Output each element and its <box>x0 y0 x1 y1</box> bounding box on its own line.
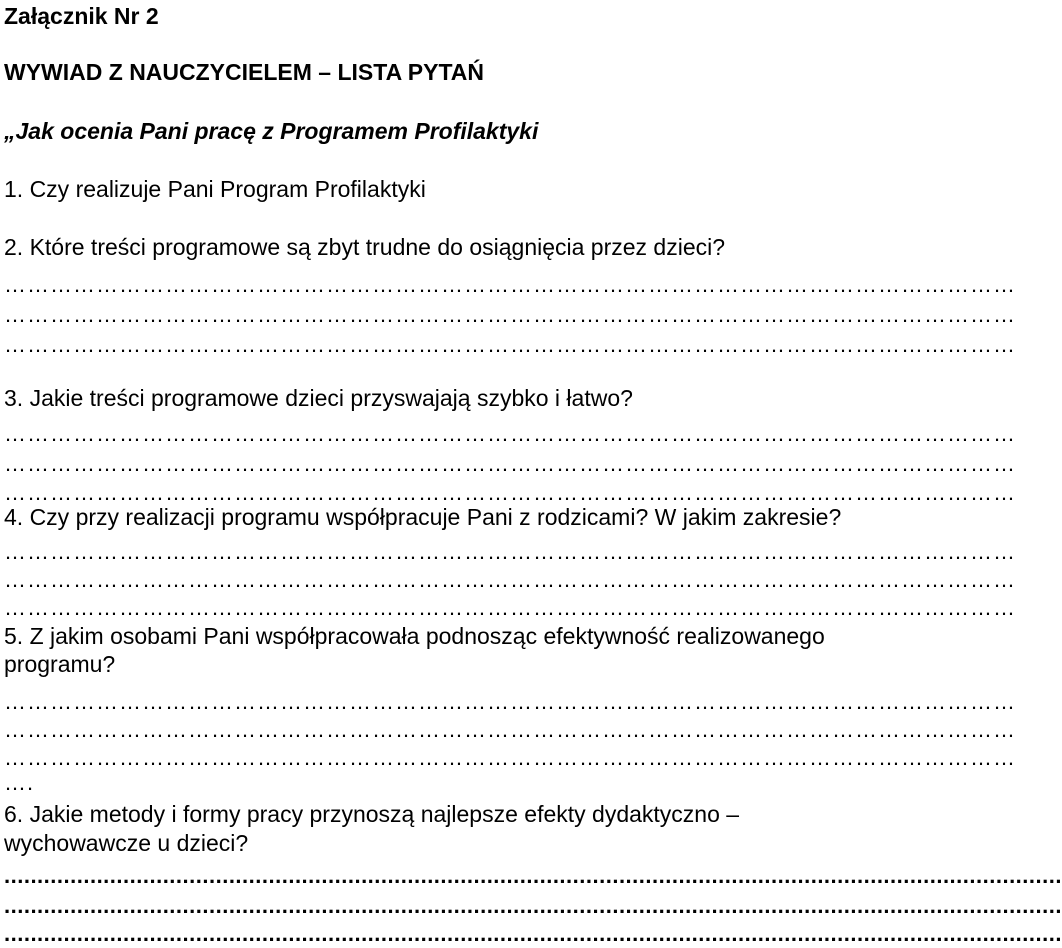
answer-line: …………………………………………………………………………………………………………………… <box>4 332 1016 357</box>
answer-dotted-line: ................................................................................................................................................................ <box>4 893 1062 918</box>
document-title: WYWIAD Z NAUCZYCIELEM – LISTA PYTAŃ <box>4 59 485 85</box>
document-subtitle: „Jak ocenia Pani pracę z Programem Profilaktyki <box>4 118 539 144</box>
question-5-line-2: programu? <box>4 651 116 677</box>
answer-line: …………………………………………………………………………………………………………………… <box>4 421 1016 446</box>
answer-line: …………………………………………………………………………………………………………………… <box>4 717 1016 742</box>
answer-line: …………………………………………………………………………………………………………………… <box>4 272 1016 297</box>
question-6-line-2: wychowawcze u dzieci? <box>4 830 249 856</box>
attachment-label: Załącznik Nr 2 <box>4 3 159 29</box>
question-6-line-1: 6. Jakie metody i formy pracy przynoszą najlepsze efekty dydaktyczno – <box>4 801 740 827</box>
answer-line: …………………………………………………………………………………………………………………… <box>4 302 1016 327</box>
answer-line-end: …. <box>4 770 35 795</box>
answer-line: …………………………………………………………………………………………………………………… <box>4 480 1016 505</box>
question-4: 4. Czy przy realizacji programu współpracuje Pani z rodzicami? W jakim zakresie? <box>4 504 842 530</box>
question-3: 3. Jakie treści programowe dzieci przyswajają szybko i łatwo? <box>4 385 633 411</box>
answer-line: …………………………………………………………………………………………………………………… <box>4 567 1016 592</box>
question-5-line-1: 5. Z jakim osobami Pani współpracowała podnosząc efektywność realizowanego <box>4 623 825 649</box>
answer-dotted-line: ................................................................................................................................................................ <box>4 921 1062 946</box>
answer-dotted-line: ................................................................................................................................................................ <box>4 863 1062 888</box>
answer-line: …………………………………………………………………………………………………………………… <box>4 451 1016 476</box>
question-2: 2. Które treści programowe są zbyt trudne do osiągnięcia przez dzieci? <box>4 234 726 260</box>
question-1: 1. Czy realizuje Pani Program Profilaktyki <box>4 176 426 202</box>
answer-line: …………………………………………………………………………………………………………………… <box>4 745 1016 770</box>
answer-line: …………………………………………………………………………………………………………………… <box>4 595 1016 620</box>
answer-line: …………………………………………………………………………………………………………………… <box>4 539 1016 564</box>
answer-line: …………………………………………………………………………………………………………………… <box>4 689 1016 714</box>
